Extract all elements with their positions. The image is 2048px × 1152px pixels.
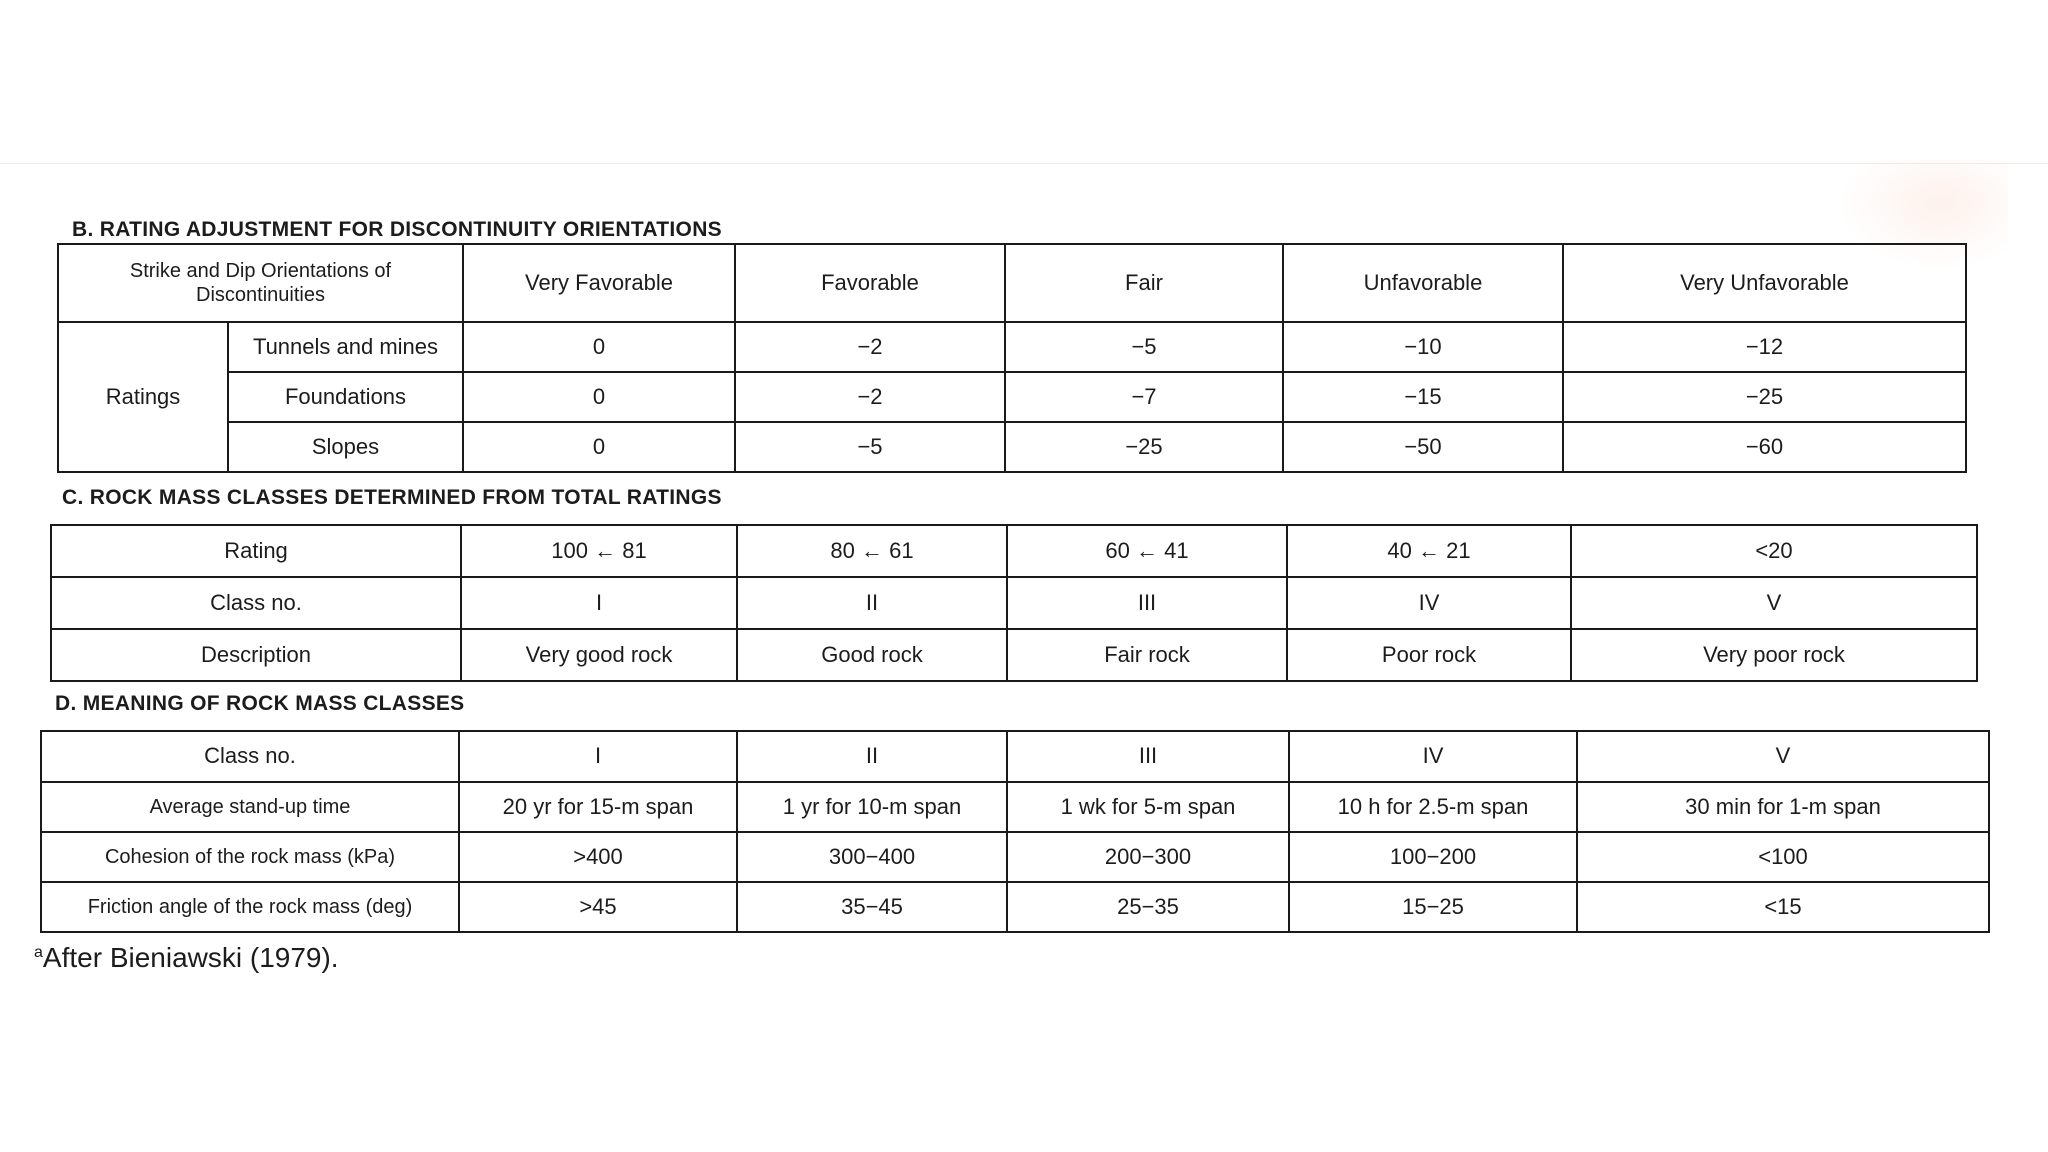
table-cell: −25 [1005,422,1283,472]
table-cell: 25−35 [1007,882,1289,932]
column-header: Very Favorable [463,244,735,322]
table-cell: 300−400 [737,832,1007,882]
table-row [58,422,1966,472]
rock-mass-meaning-table [40,730,1990,933]
row-label: Class no. [51,577,461,629]
table-row [41,782,1989,832]
row-label: Cohesion of the rock mass (kPa) [41,832,459,882]
row-label: Class no. [41,731,459,782]
table-cell: <20 [1571,525,1977,577]
table-cell: −7 [1005,372,1283,422]
table-cell: −10 [1283,322,1563,372]
row-label: Average stand-up time [41,782,459,832]
table-cell: I [459,731,737,782]
table-cell: 60 ← 41 [1007,525,1287,577]
table-cell: −15 [1283,372,1563,422]
table-row [51,525,1977,577]
table-row [51,629,1977,681]
table-cell: 10 h for 2.5-m span [1289,782,1577,832]
page-top-edge [0,163,2048,164]
orientation-header-cell: Strike and Dip Orientations of Discontinuities [58,244,463,322]
row-label: Description [51,629,461,681]
row-label: Slopes [228,422,463,472]
footnote-text: After Bieniawski (1979). [42,942,339,973]
table-cell: >400 [459,832,737,882]
table-cell: −12 [1563,322,1966,372]
table-cell: −2 [735,372,1005,422]
table-row [41,731,1989,782]
table-cell: −5 [1005,322,1283,372]
table-cell: 0 [463,372,735,422]
table-cell: I [461,577,737,629]
table-cell: <15 [1577,882,1989,932]
footnote [34,942,339,974]
row-label: Rating [51,525,461,577]
section-d-title: D. MEANING OF ROCK MASS CLASSES [55,692,465,715]
table-cell: −5 [735,422,1005,472]
table-cell: 15−25 [1289,882,1577,932]
column-header: Unfavorable [1283,244,1563,322]
table-cell: Very good rock [461,629,737,681]
table-cell: −25 [1563,372,1966,422]
row-label: Tunnels and mines [228,322,463,372]
table-row [58,372,1966,422]
table-cell: <100 [1577,832,1989,882]
table-cell: 1 yr for 10-m span [737,782,1007,832]
table-cell: II [737,731,1007,782]
table-cell: 40 ← 21 [1287,525,1571,577]
table-cell: −50 [1283,422,1563,472]
table-cell: 35−45 [737,882,1007,932]
table-cell: 100−200 [1289,832,1577,882]
table-cell: II [737,577,1007,629]
table-cell: 0 [463,422,735,472]
table-cell: 1 wk for 5-m span [1007,782,1289,832]
table-row [41,832,1989,882]
table-cell: III [1007,577,1287,629]
column-header: Favorable [735,244,1005,322]
table-cell: 20 yr for 15-m span [459,782,737,832]
table-cell: Good rock [737,629,1007,681]
table-cell: 200−300 [1007,832,1289,882]
table-cell: IV [1289,731,1577,782]
table-cell: Poor rock [1287,629,1571,681]
table-cell: Very poor rock [1571,629,1977,681]
row-label: Foundations [228,372,463,422]
table-cell: Fair rock [1007,629,1287,681]
table-cell: 30 min for 1-m span [1577,782,1989,832]
table-row [58,322,1966,372]
table-cell: III [1007,731,1289,782]
table-row [41,882,1989,932]
table-cell: V [1577,731,1989,782]
table-cell: IV [1287,577,1571,629]
table-cell: 0 [463,322,735,372]
table-row [51,577,1977,629]
table-cell: 80 ← 61 [737,525,1007,577]
ratings-label: Ratings [58,322,228,472]
table-cell: >45 [459,882,737,932]
row-label: Friction angle of the rock mass (deg) [41,882,459,932]
table-cell: −60 [1563,422,1966,472]
rock-mass-classes-table [50,524,1978,682]
table-cell: V [1571,577,1977,629]
discontinuity-orientation-table [57,243,1967,473]
footnote-marker: a [34,944,43,961]
table-cell: −2 [735,322,1005,372]
section-b-title: B. RATING ADJUSTMENT FOR DISCONTINUITY ORIENTATIONS [72,218,722,241]
section-c-title: C. ROCK MASS CLASSES DETERMINED FROM TOTAL RATINGS [62,486,722,509]
column-header: Very Unfavorable [1563,244,1966,322]
table-cell: 100 ← 81 [461,525,737,577]
table-header-row [58,244,1966,322]
column-header: Fair [1005,244,1283,322]
